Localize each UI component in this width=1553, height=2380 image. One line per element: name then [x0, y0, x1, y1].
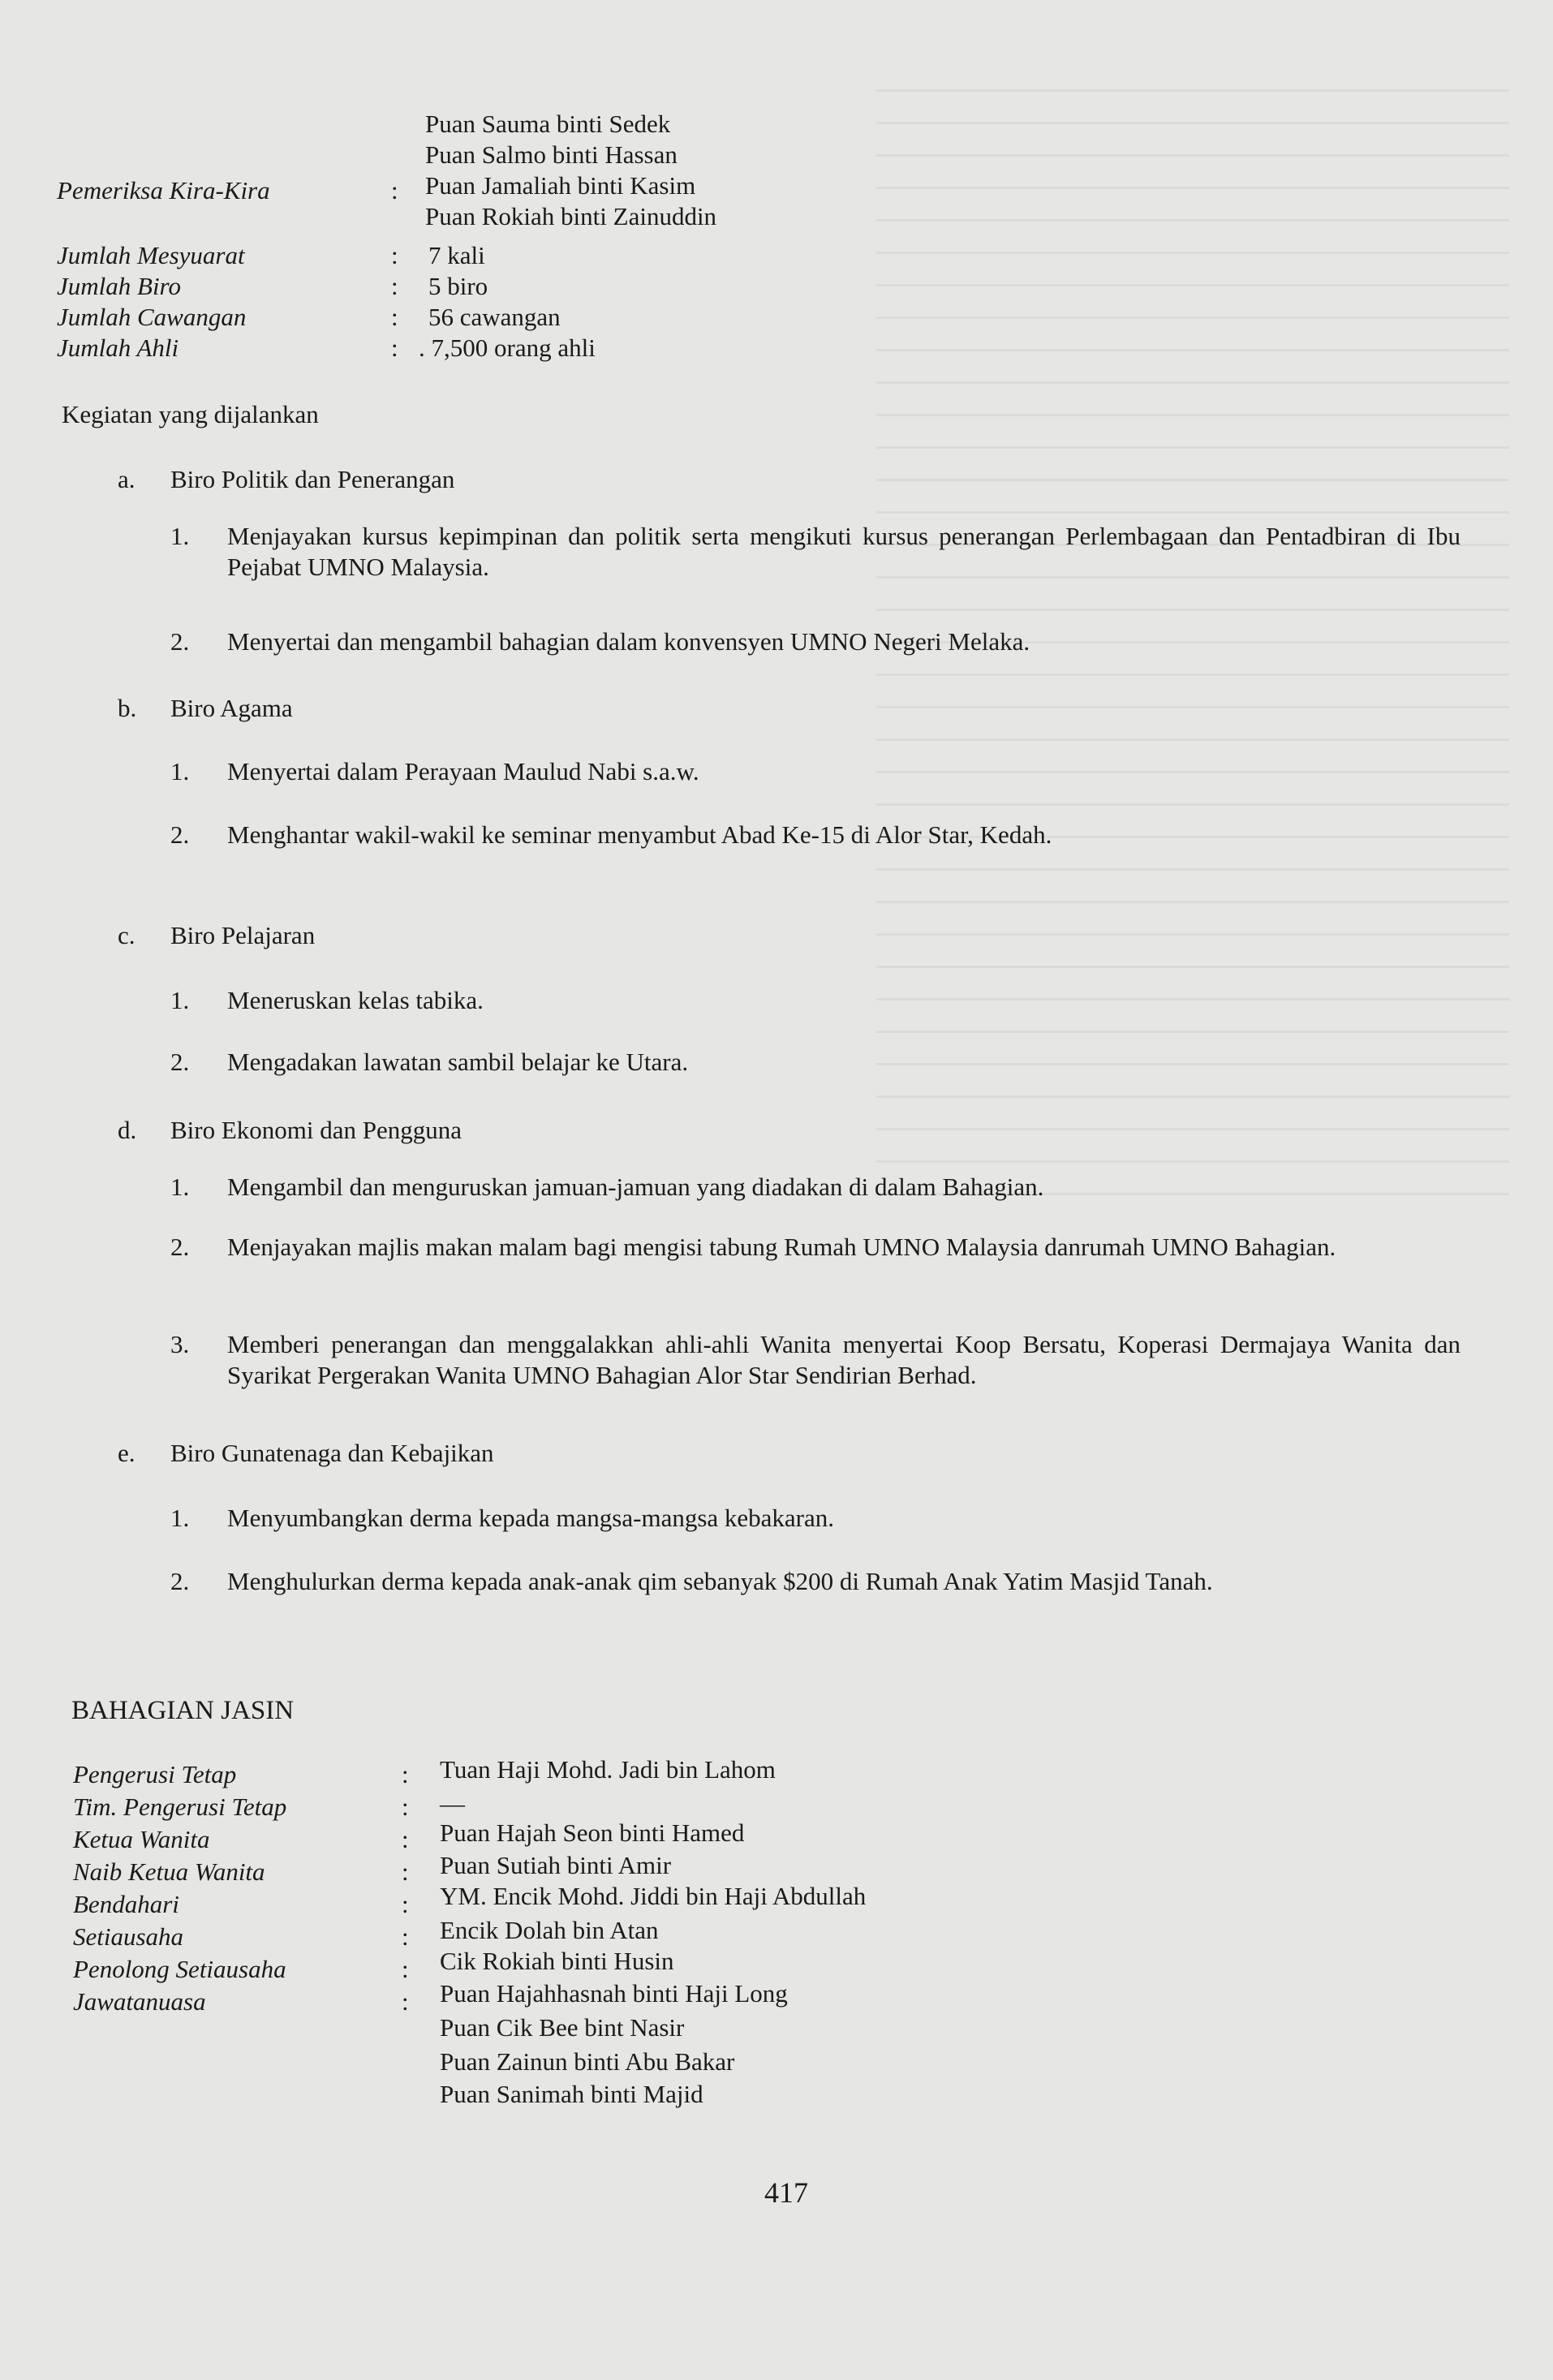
colon: :: [391, 272, 398, 300]
pemeriksa-label: Pemeriksa Kira-Kira: [57, 176, 270, 204]
section-title-pelajaran: Biro Pelajaran: [170, 921, 316, 949]
stat-value-ahli: . 7,500 orang ahli: [419, 334, 596, 362]
item-number: 1.: [170, 986, 190, 1014]
bahagian-heading: BAHAGIAN JASIN: [71, 1696, 295, 1725]
role-value: —: [440, 1789, 465, 1818]
role-label: Setiausaha: [73, 1922, 184, 1951]
item-text: Menyertai dalam Perayaan Maulud Nabi s.a.w.: [227, 757, 699, 785]
role-value: Encik Dolah bin Atan: [440, 1916, 659, 1944]
role-label: Jawatanuasa: [73, 1987, 206, 2016]
role-label: Bendahari: [73, 1890, 179, 1918]
role-value: YM. Encik Mohd. Jiddi bin Haji Abdullah: [440, 1882, 867, 1910]
item-text: Memberi penerangan dan menggalakkan ahli-ahli Wanita menyertai Koop Bersatu, Koperasi Dermajaya Wanita dan Syarikat Pergerakan Wanita UMNO Bahagian Alor Star Sendirian Berhad.: [227, 1330, 1461, 1389]
colon: :: [402, 1955, 409, 1983]
item-number: 2.: [170, 627, 190, 656]
section-letter: a.: [118, 465, 136, 493]
stat-label-mesyuarat: Jumlah Mesyuarat: [57, 241, 245, 269]
top-name-2: Puan Salmo binti Hassan: [425, 140, 678, 169]
item-number: 1.: [170, 522, 190, 550]
stat-value-mesyuarat: 7 kali: [428, 241, 485, 269]
stat-label-biro: Jumlah Biro: [57, 272, 181, 300]
committee-member: Puan Sanimah binti Majid: [440, 2080, 703, 2108]
colon: :: [391, 303, 398, 331]
stat-value-cawangan: 56 cawangan: [428, 303, 561, 331]
role-label: Naib Ketua Wanita: [73, 1857, 265, 1886]
item-text: Meneruskan kelas tabika.: [227, 986, 484, 1014]
item-number: 2.: [170, 820, 190, 849]
stat-label-cawangan: Jumlah Cawangan: [57, 303, 247, 331]
stat-value-biro: 5 biro: [428, 272, 488, 300]
item-text: Menjayakan majlis makan malam bagi mengisi tabung Rumah UMNO Malaysia danrumah UMNO Bahagian.: [227, 1233, 1336, 1261]
section-title-ekonomi: Biro Ekonomi dan Pengguna: [170, 1116, 462, 1144]
page-number: 417: [764, 2176, 808, 2209]
section-letter: e.: [118, 1439, 136, 1467]
role-value: Puan Hajah Seon binti Hamed: [440, 1818, 745, 1847]
item-number: 1.: [170, 757, 190, 785]
colon: :: [402, 1793, 409, 1821]
role-value: Tuan Haji Mohd. Jadi bin Lahom: [440, 1755, 776, 1784]
item-number: 1.: [170, 1173, 190, 1201]
item-number: 1.: [170, 1504, 190, 1532]
committee-member: Puan Zainun binti Abu Bakar: [440, 2047, 735, 2076]
role-label: Tim. Pengerusi Tetap: [73, 1793, 287, 1821]
section-letter: b.: [118, 694, 137, 722]
colon: :: [391, 176, 398, 204]
colon: :: [402, 1760, 409, 1788]
role-label: Pengerusi Tetap: [73, 1760, 237, 1788]
item-text: Menghulurkan derma kepada anak-anak qim sebanyak $200 di Rumah Anak Yatim Masjid Tanah.: [227, 1567, 1213, 1595]
stat-label-ahli: Jumlah Ahli: [57, 334, 179, 362]
pemeriksa-value-2: Puan Rokiah binti Zainuddin: [425, 202, 717, 230]
colon: :: [402, 1825, 409, 1853]
item-number: 3.: [170, 1330, 190, 1358]
role-value: Puan Hajahhasnah binti Haji Long: [440, 1979, 788, 2008]
role-value: Cik Rokiah binti Husin: [440, 1947, 674, 1975]
item-number: 2.: [170, 1567, 190, 1595]
role-label: Penolong Setiausaha: [73, 1955, 286, 1983]
section-letter: d.: [118, 1116, 137, 1144]
pemeriksa-value-1: Puan Jamaliah binti Kasim: [425, 171, 696, 200]
item-text: Menyertai dan mengambil bahagian dalam konvensyen UMNO Negeri Melaka.: [227, 627, 1030, 656]
kegiatan-heading: Kegiatan yang dijalankan: [62, 400, 319, 428]
colon: :: [402, 1890, 409, 1918]
item-text: Mengadakan lawatan sambil belajar ke Utara.: [227, 1048, 689, 1076]
committee-member: Puan Cik Bee bint Nasir: [440, 2013, 685, 2042]
section-title-politik: Biro Politik dan Penerangan: [170, 465, 455, 493]
item-text: Mengambil dan menguruskan jamuan-jamuan yang diadakan di dalam Bahagian.: [227, 1173, 1044, 1201]
item-text: Menghantar wakil-wakil ke seminar menyambut Abad Ke-15 di Alor Star, Kedah.: [227, 820, 1052, 849]
section-letter: c.: [118, 921, 136, 949]
section-title-gunatenaga: Biro Gunatenaga dan Kebajikan: [170, 1439, 494, 1467]
colon: :: [391, 241, 398, 269]
item-number: 2.: [170, 1048, 190, 1076]
colon: :: [402, 1922, 409, 1951]
colon: :: [402, 1987, 409, 2016]
top-name-1: Puan Sauma binti Sedek: [425, 110, 671, 138]
role-value: Puan Sutiah binti Amir: [440, 1851, 672, 1879]
item-text: Menjayakan kursus kepimpinan dan politik serta mengikuti kursus penerangan Perlembagaan dan Pentadbiran di Ibu Pejabat UMNO Malaysia.: [227, 522, 1461, 581]
item-number: 2.: [170, 1233, 190, 1261]
colon: :: [402, 1857, 409, 1886]
role-label: Ketua Wanita: [73, 1825, 210, 1853]
section-title-agama: Biro Agama: [170, 694, 293, 722]
item-text: Menyumbangkan derma kepada mangsa-mangsa kebakaran.: [227, 1504, 835, 1532]
colon: :: [391, 334, 398, 362]
